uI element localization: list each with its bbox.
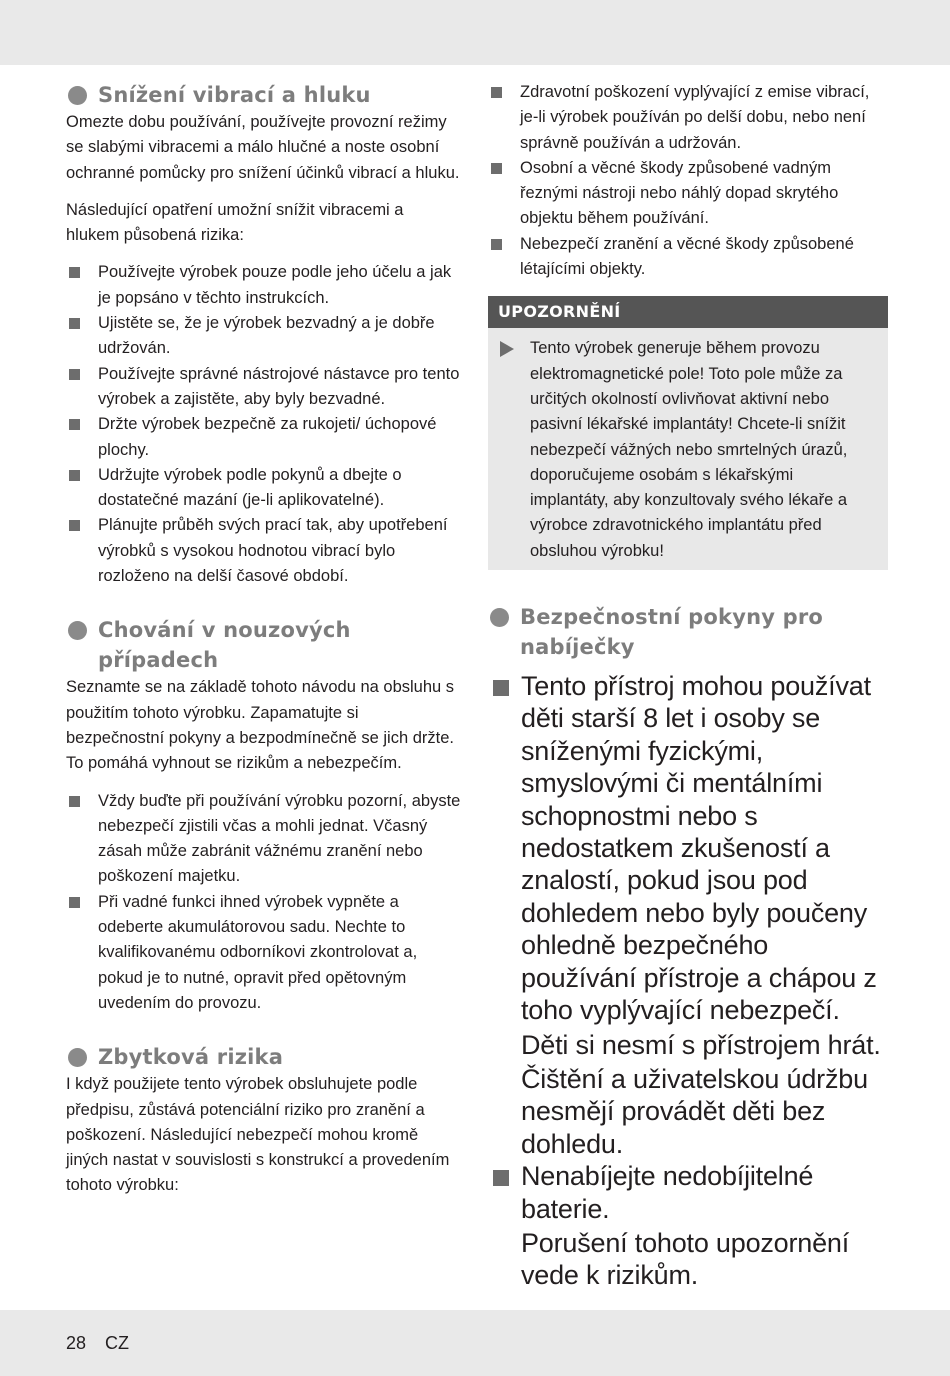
square-bullet-icon (493, 1170, 509, 1186)
list-item: Používejte správné nástrojové nástavce pro tento výrobek a zajistěte, aby byly bezvadné. (66, 362, 461, 413)
right-column (488, 80, 888, 1292)
square-bullet-icon (69, 796, 80, 807)
bullet-list-emergency (66, 789, 461, 1017)
bullet-circle-icon (490, 608, 509, 627)
bullet-list-vibration (66, 260, 461, 589)
section-heading-chargers: Bezpečnostní pokyny pro nabíječky (488, 602, 888, 662)
square-bullet-icon (69, 419, 80, 430)
square-bullet-icon (69, 520, 80, 531)
list-item: Zdravotní poškození vyplývající z emise vibrací, je-li výrobek používán po delší dobu, nebo není správně používán a udržován. (488, 80, 888, 156)
sub-paragraph: Děti si nesmí s přístrojem hrát. (521, 1029, 881, 1060)
square-bullet-icon (491, 87, 502, 98)
language-code: CZ (105, 1333, 130, 1353)
sub-paragraph: Čištění a uživatelskou údržbu nesmějí provádět děti bez dohledu. (521, 1063, 868, 1159)
square-bullet-icon (69, 369, 80, 380)
paragraph: I když použijete tento výrobek obsluhujete podle předpisu, zůstává potenciální riziko pro zranění a poškození. Následující nebezpečí mohou kromě jiných nastat v souvislosti s konstrukcí a provedením tohoto výrobku: (66, 1075, 450, 1195)
page-number: 28 (66, 1333, 87, 1353)
bullet-list-chargers (488, 670, 888, 1292)
square-bullet-icon (491, 239, 502, 250)
list-item: Plánujte průběh svých prací tak, aby upotřebení výrobků s vysokou hodnotou vibrací bylo rozloženo na delší časové období. (66, 513, 461, 589)
sub-paragraph: Porušení tohoto upozornění vede k rizikům. (521, 1227, 850, 1291)
square-bullet-icon (69, 267, 80, 278)
square-bullet-icon (491, 163, 502, 174)
top-band (0, 0, 950, 65)
list-item: Nenabíjejte nedobíjitelné baterie. Porušení tohoto upozornění vede k rizikům. (488, 1160, 888, 1292)
square-bullet-icon (493, 680, 509, 696)
paragraph: Omezte dobu používání, používejte provozní režimy se slabými vibracemi a málo hlučné a noste osobní ochranné pomůcky pro snížení účinků vibrací a hluku. (66, 113, 460, 182)
bullet-circle-icon (68, 86, 87, 105)
list-item: Vždy buďte při používání výrobku pozorní, abyste nebezpečí zjistili včas a mohli jednat. Včasný zásah může zabránit vážnému zranění nebo poškození majetku. (66, 789, 461, 890)
section-heading-vibration: Snížení vibrací a hluku (66, 80, 461, 110)
list-item: Při vadné funkci ihned výrobek vypněte a odeberte akumulátorovou sadu. Nechte to kvalifikovanému odborníkovi zkontrolovat a, pokud je to nutné, opravit před opětovným uvedením do provozu. (66, 890, 461, 1016)
list-item: Nebezpečí zranění a věcné škody způsobené létajícími objekty. (488, 232, 888, 283)
list-item: Udržujte výrobek podle pokynů a dbejte o dostatečné mazání (je-li aplikovatelné). (66, 463, 461, 514)
bullet-circle-icon (68, 621, 87, 640)
page-footer (66, 1333, 143, 1354)
square-bullet-icon (69, 470, 80, 481)
section-heading-emergency: Chování v nouzových případech (66, 615, 461, 675)
section-heading-residual-risks: Zbytková rizika (66, 1042, 461, 1072)
triangle-arrow-icon (500, 341, 514, 357)
warning-box (488, 296, 888, 570)
square-bullet-icon (69, 897, 80, 908)
list-item: Osobní a věcné škody způsobené vadným řeznými nástroji nebo náhlý dopad skrytého objektu během používání. (488, 156, 888, 232)
list-item: Držte výrobek bezpečně za rukojeti/ úchopové plochy. (66, 412, 461, 463)
paragraph: Následující opatření umožní snížit vibracemi a hlukem působená rizika: (66, 200, 404, 245)
warning-text: Tento výrobek generuje během provozu elektromagnetické pole! Toto pole může za určitých okolností ovlivňovat aktivní nebo pasivní lékařské implantáty! Chcete-li snížit nebezpečí vážných nebo smrtelných úrazů, doporučujeme osobám s lékařskými implantáty, aby konzultovaly svého lékaře a výrobce zdravotnického implantátu před obsluhou výrobku! (530, 339, 848, 560)
list-item: Tento přístroj mohou používat děti starší 8 let i osoby se sníženými fyzickými, smyslovými či mentálními schopnostmi nebo s nedostatkem zkušeností a znalostí, pokud jsou pod dohledem nebo byly poučeny ohledně bezpečného používání přístroje a chápou z toho vyplývající nebezpečí. Děti si nesmí s přístrojem hrát. Čištění a uživatelskou údržbu nesmějí provádět děti bez dohledu. (488, 670, 888, 1160)
bullet-list-risks (488, 80, 888, 282)
warning-body (488, 328, 888, 570)
list-item: Používejte výrobek pouze podle jeho účelu a jak je popsáno v těchto instrukcích. (66, 260, 461, 311)
left-column (66, 80, 461, 1199)
bullet-circle-icon (68, 1048, 87, 1067)
warning-title: UPOZORNĚNÍ (488, 296, 888, 328)
square-bullet-icon (69, 318, 80, 329)
paragraph: Seznamte se na základě tohoto návodu na obsluhu s použitím tohoto výrobku. Zapamatujte si bezpečnostní pokyny a bezpodmínečně se jich držte. To pomáhá vyhnout se rizikům a nebezpečím. (66, 678, 455, 773)
list-item: Ujistěte se, že je výrobek bezvadný a je dobře udržován. (66, 311, 461, 362)
